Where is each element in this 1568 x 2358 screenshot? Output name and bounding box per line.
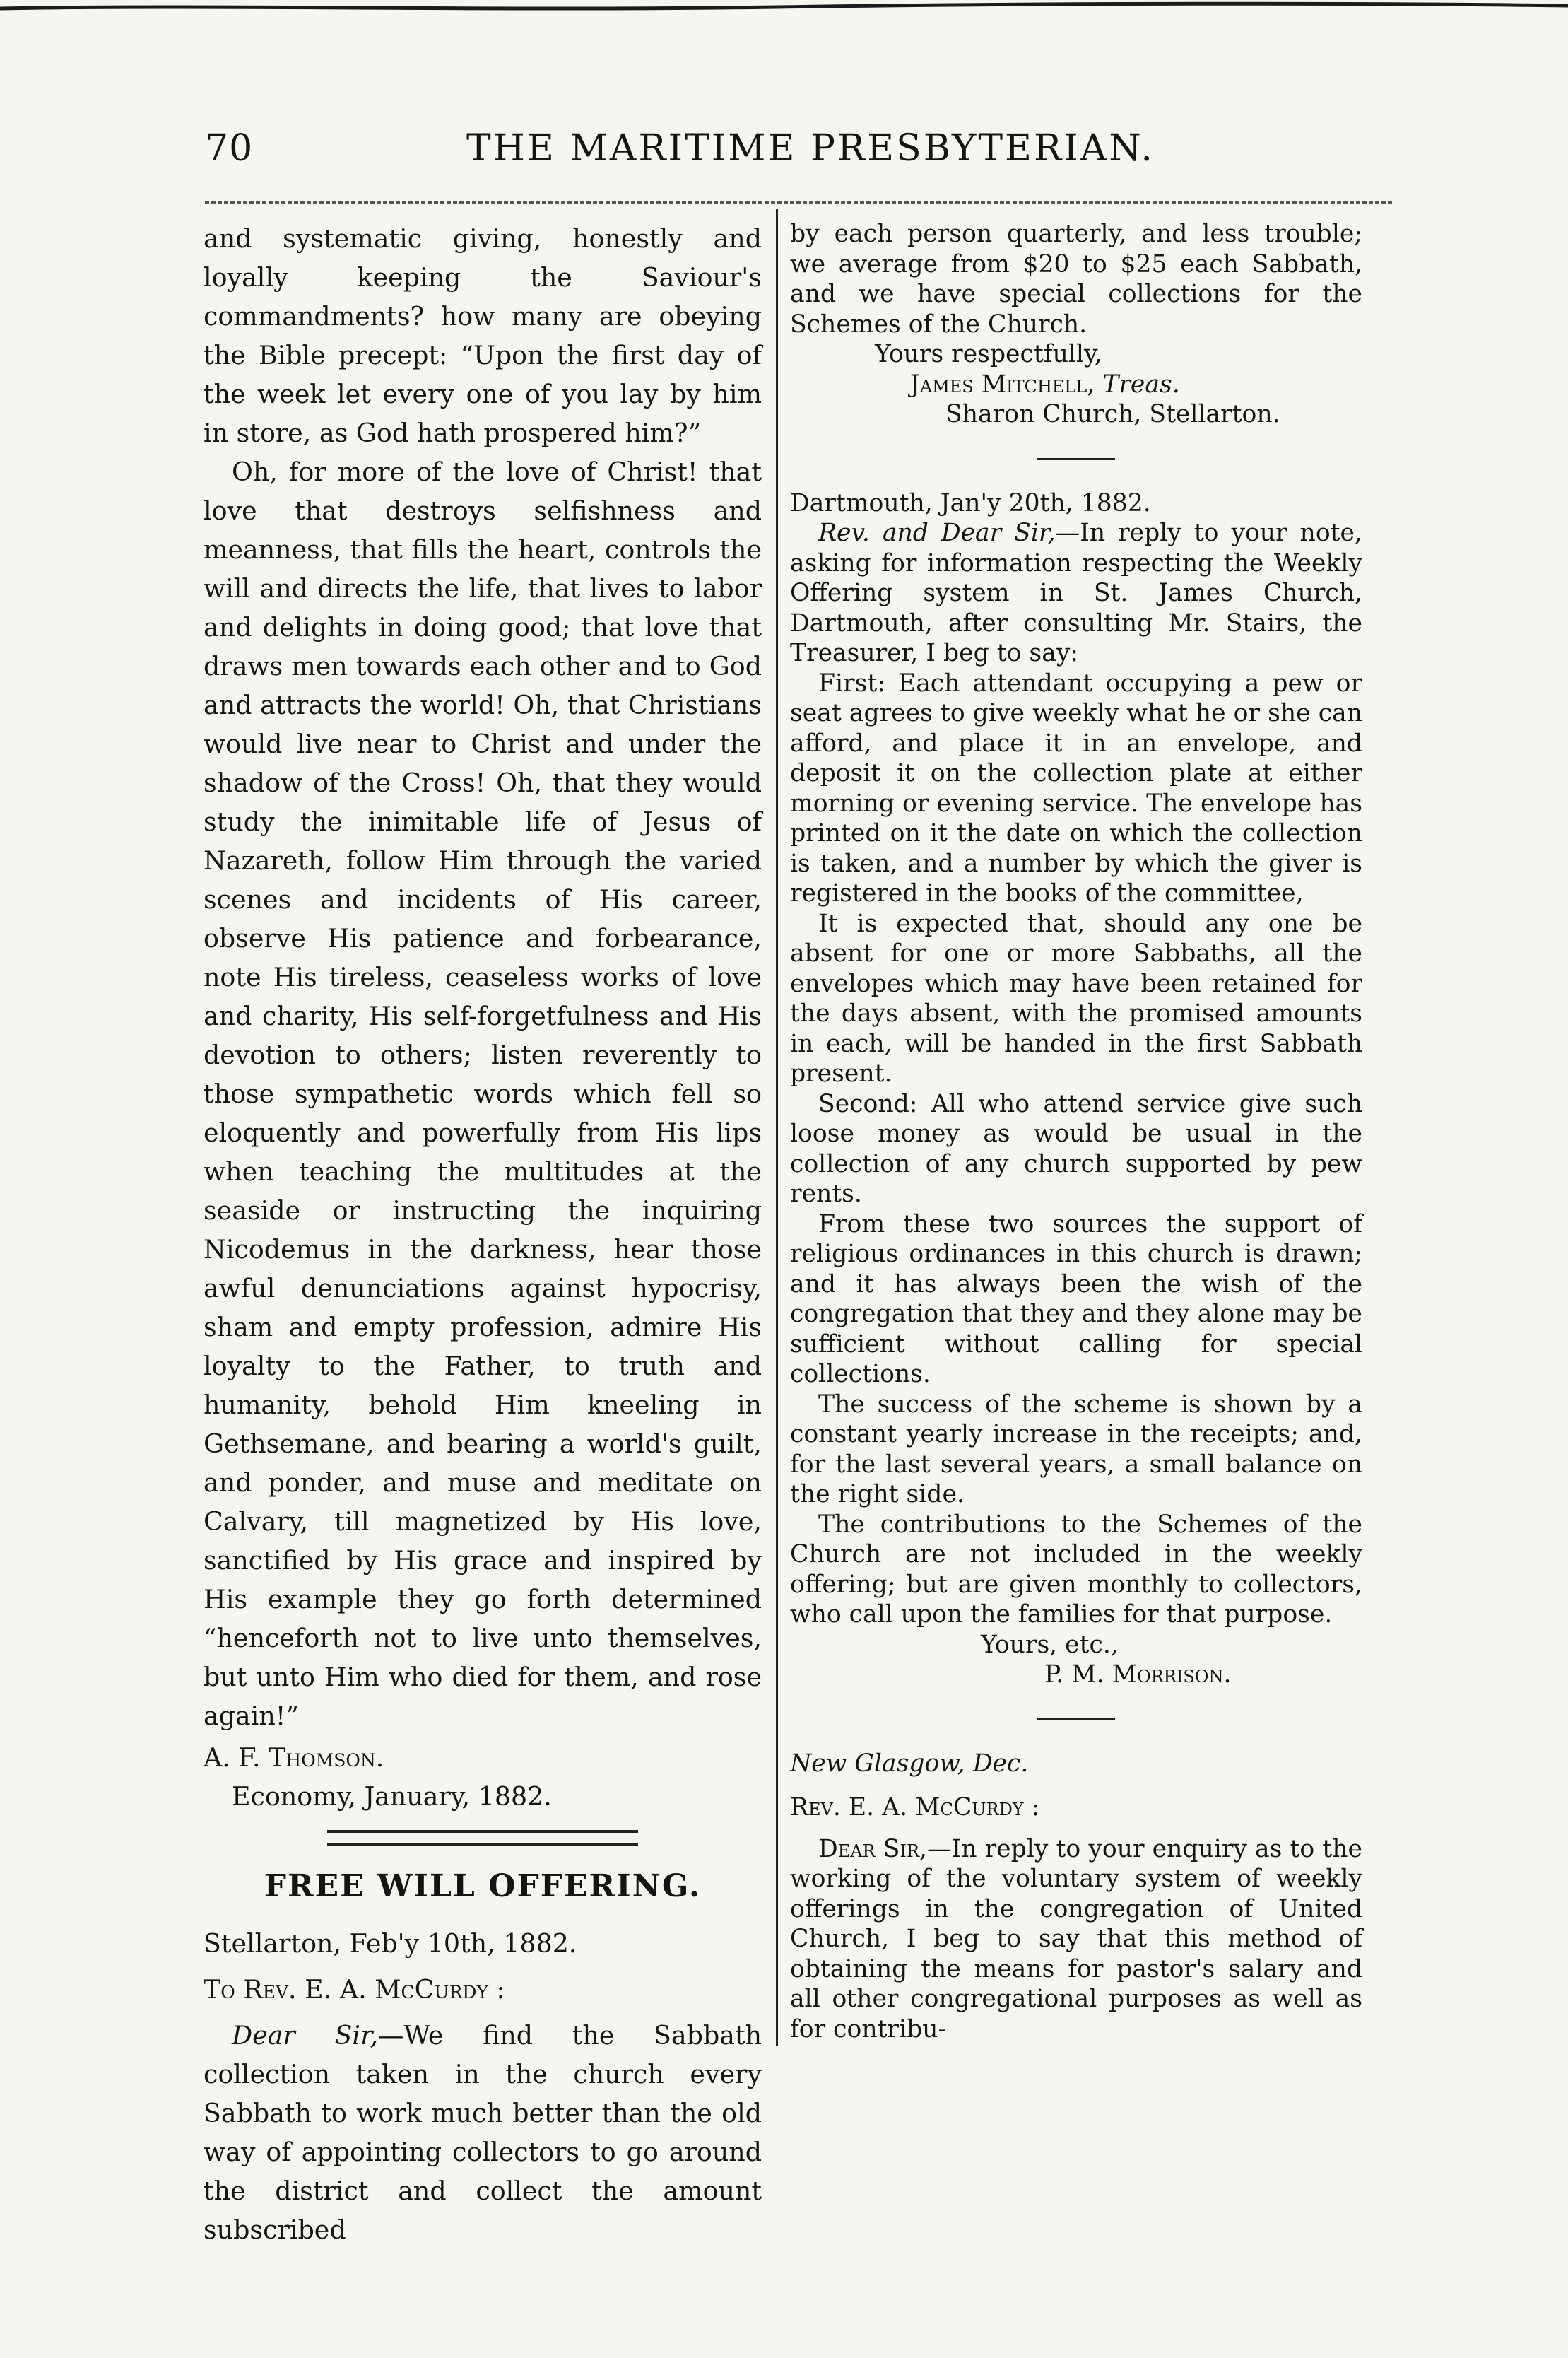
letter-body (790, 1834, 1362, 2045)
running-title: THE MARITIME PRESBYTERIAN. (466, 127, 1155, 170)
letter-signature: P. M. Morrison. (1044, 1660, 1232, 1689)
paragraph: Oh, for more of the love of Christ! that love that destroys selfishness and meanness, that fills the heart, controls the will and directs the life, that lives to labor and delights in doing good; that love that draws men towards each other and to God and attracts the world! Oh, that Christians would live near to Christ and under the shadow of the Cross! Oh, that they would study the inimitable life of Jesus of Nazareth, follow Him through the varied scenes and incidents of His career, observe His patience and forbearance, note His tireless, ceaseless works of love and charity, His self-forgetfulness and His devotion to others; listen reverently to those sympathetic words which fell so eloquently and powerfully from His lips when teaching the multitudes at the seaside or instructing the inquiring Nicodemus in the darkness, hear those awful denunciations against hypocrisy, sham and empty profession, admire His loyalty to the Father, to truth and humanity, behold Him kneeling in Gethsemane, and bearing a world's guilt, and ponder, and muse and meditate on Calvary, till magnetized by His love, sanctified by His grace and inspired by His example they go forth determined “henceforth not to live unto themselves, but unto Him who died for them, and rose again!” (204, 457, 762, 1731)
letter-dateline: Stellarton, Feb'y 10th, 1882. (204, 1928, 577, 1959)
section-title: FREE WILL OFFERING. (264, 1868, 702, 1904)
letter-text: —In reply to your note, asking for information respecting the Weekly Offering system in St. James Church, Dartmouth, after consulting Mr. Stairs, the Treasurer, I beg to say: (790, 519, 1362, 667)
signature-place: Sharon Church, Stellarton. (945, 400, 1280, 428)
right-column (790, 219, 1362, 2044)
letter-signature (790, 370, 1362, 400)
paragraph: The contributions to the Schemes of the Church are not included in the weekly offering; but are given monthly to collectors, who call upon the families for that purpose. (790, 1510, 1362, 1629)
signature: A. F. Thomson. (204, 1742, 384, 1773)
page-header (205, 127, 1392, 184)
section-divider (327, 1830, 638, 1846)
page-top-border (0, 0, 1568, 16)
letter-dateline: Dartmouth, Jan'y 20th, 1882. (790, 488, 1151, 517)
signer-title: Treas. (1102, 370, 1180, 399)
left-column (204, 219, 762, 2249)
paragraph: Second: All who attend service give such loose money as would be usual in the collection of any church supported by pew rents. (790, 1089, 1362, 1208)
letter-text: —In reply to your enquiry as to the working of the voluntary system of weekly offerings in the congregation of United Church, I beg to say that this method of obtaining the means for pastor's salary and all other congregational purposes as well as for contribu- (790, 1834, 1362, 2043)
letter-salutation: Rev. and Dear Sir, (818, 519, 1056, 547)
letter-body (204, 2016, 762, 2249)
paragraph: From these two sources the support of religious ordinances in this church is drawn; and it has always been the wish of the congregation that they and they alone may be sufficient without calling for special collections. (790, 1209, 1362, 1388)
signer-name: James Mitchell, (910, 370, 1095, 399)
paragraph: The success of the scheme is shown by a constant yearly increase in the receipts; and, for the last several years, a small balance on the right side. (790, 1390, 1362, 1508)
paragraph: and systematic giving, honestly and loyally keeping the Saviour's commandments? how many are obeying the Bible precept: “Upon the first day of the week let every one of you lay by him in store, as God hath prospered him?” (204, 223, 762, 448)
place-date: Economy, January, 1882. (232, 1781, 552, 1812)
letter-body (790, 518, 1362, 669)
letter-addressee: To Rev. E. A. McCurdy : (204, 1974, 505, 2005)
header-rule (205, 201, 1392, 204)
letter-addressee: Rev. E. A. McCurdy : (790, 1793, 1040, 1822)
letter-salutation: Dear Sir, (818, 1834, 928, 1863)
letter-salutation: Dear Sir, (232, 2020, 379, 2051)
page-number: 70 (205, 127, 254, 170)
letter-dateline: New Glasgow, Dec. (790, 1749, 1029, 1778)
letter-text: —We find the Sabbath collection taken in the church every Sabbath to work much better than the old way of appointing collectors to go around the district and collect the amount subscribed (204, 2020, 762, 2245)
separator-rule (1037, 458, 1115, 460)
letter-closing: Yours respectfully, (875, 340, 1102, 368)
letter-continuation: by each person quarterly, and less trouble; we average from $20 to $25 each Sabbath, and we have special collections for the Schemes of the Church. (790, 220, 1362, 339)
letter-closing: Yours, etc., (981, 1630, 1119, 1659)
separator-rule (1037, 1718, 1115, 1720)
column-divider (776, 209, 778, 2046)
paragraph: First: Each attendant occupying a pew or seat agrees to give weekly what he or she can afford, and place it in an envelope, and deposit it on the collection plate at either morning or evening service. The envelope has printed on it the date on which the collection is taken, and a number by which the giver is registered in the books of the committee, (790, 669, 1362, 908)
paragraph: It is expected that, should any one be absent for one or more Sabbaths, all the envelopes which may have been retained for the days absent, with the promised amounts in each, will be handed in the first Sabbath present. (790, 909, 1362, 1088)
